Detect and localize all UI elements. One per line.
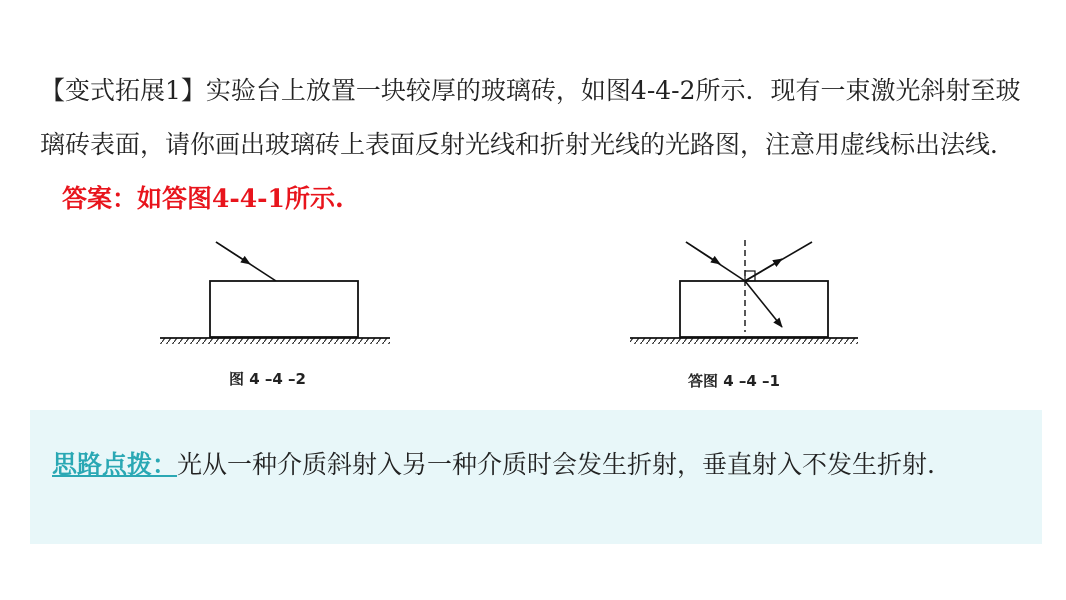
right-reflected-arrow bbox=[745, 259, 782, 281]
figures-svg bbox=[0, 230, 1066, 400]
figure-left bbox=[160, 242, 390, 344]
figures-area bbox=[0, 230, 1066, 400]
left-figure-caption: 图 4 –4 –2 bbox=[229, 370, 306, 388]
figure-right bbox=[630, 240, 858, 344]
question-text: 【变式拓展1】实验台上放置一块较厚的玻璃砖，如图4-4-2所示．现有一束激光斜射至玻璃砖表面，请你画出玻璃砖上表面反射光线和折射光线的光路图，注意用虚线标出法线． bbox=[40, 76, 1021, 159]
right-table-hatching bbox=[630, 338, 858, 344]
hint-text: 光从一种介质斜射入另一种介质时会发生折射，垂直射入不发生折射. bbox=[177, 450, 935, 479]
right-figure-caption: 答图 4 –4 –1 bbox=[688, 372, 780, 390]
right-incident-arrow bbox=[686, 242, 720, 264]
left-incident-arrow bbox=[216, 242, 250, 264]
left-table-hatching bbox=[160, 338, 390, 344]
left-glass-brick bbox=[210, 281, 358, 337]
answer-text: 答案：如答图4-4-1所示. bbox=[62, 184, 344, 213]
hint-label: 思路点拨： bbox=[52, 450, 178, 479]
question-paragraph bbox=[40, 64, 1030, 226]
hint-box bbox=[30, 410, 1042, 544]
right-glass-brick bbox=[680, 281, 828, 337]
hint-paragraph bbox=[52, 442, 1022, 488]
